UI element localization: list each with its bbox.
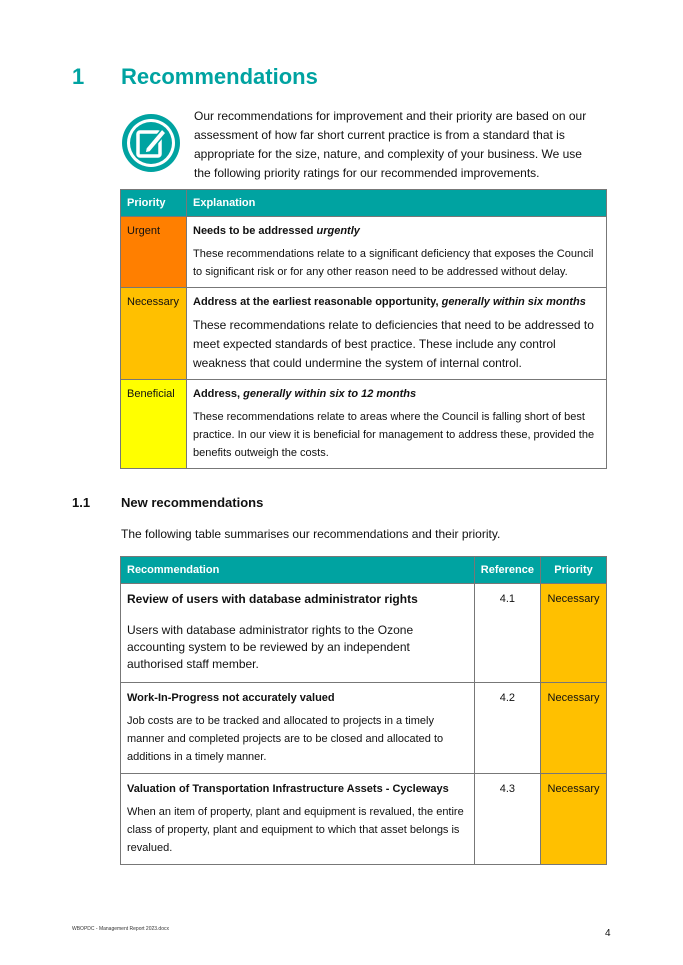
reference-cell: 4.1 bbox=[474, 584, 540, 683]
heading-number: 1 bbox=[72, 64, 85, 89]
row-text: Job costs are to be tracked and allocated to projects in a timely manner and completed projects are to be closed and allocated to additions in a timely manner. bbox=[127, 715, 444, 763]
priority-header: Priority bbox=[541, 557, 607, 584]
priority-cell-necessary: Necessary bbox=[541, 584, 607, 683]
row-title: Needs to be addressed urgently bbox=[193, 225, 360, 237]
row-title: Work-In-Progress not accurately valued bbox=[127, 692, 335, 704]
row-text: When an item of property, plant and equipment is revalued, the entire class of property, plant and equipment to which that asset belongs is revalued. bbox=[127, 806, 464, 854]
explanation-header: Explanation bbox=[187, 190, 607, 217]
row-title: Valuation of Transportation Infrastructure Assets - Cycleways bbox=[127, 783, 449, 795]
recommendation-cell bbox=[121, 774, 475, 865]
table-row bbox=[121, 584, 607, 683]
intro-paragraph: Our recommendations for improvement and their priority are based on our assessment of how far short current practice is from a standard that is appropriate for the size, nature, and complexity of your business. We use the following priority ratings for our recommended improvements. bbox=[194, 109, 587, 180]
row-text: These recommendations relate to areas where the Council is falling short of best practice. In our view it is beneficial for management to address these, provided the benefits outweigh the costs. bbox=[193, 411, 595, 459]
recommendation-cell bbox=[121, 683, 475, 774]
explanation-cell bbox=[187, 288, 607, 380]
table-row bbox=[121, 380, 607, 469]
priority-cell-urgent: Urgent bbox=[121, 217, 187, 288]
row-title: Address, generally within six to 12 months bbox=[193, 388, 417, 400]
explanation-cell bbox=[187, 217, 607, 288]
priority-cell-necessary: Necessary bbox=[121, 288, 187, 380]
row-title: Review of users with database administrator rights bbox=[127, 592, 418, 606]
row-text: Users with database administrator rights to the Ozone accounting system to be reviewed by an independent authorised staff member. bbox=[127, 623, 414, 671]
priority-table bbox=[120, 189, 607, 469]
table-row bbox=[121, 217, 607, 288]
subsection-number: 1.1 bbox=[72, 495, 91, 510]
reference-cell: 4.2 bbox=[474, 683, 540, 774]
recommendation-cell bbox=[121, 584, 475, 683]
table-row bbox=[121, 288, 607, 380]
priority-cell-beneficial: Beneficial bbox=[121, 380, 187, 469]
table-row bbox=[121, 774, 607, 865]
priority-cell-necessary: Necessary bbox=[541, 774, 607, 865]
recommendations-table bbox=[120, 556, 607, 865]
recommendation-header: Recommendation bbox=[121, 557, 475, 584]
reference-header: Reference bbox=[474, 557, 540, 584]
explanation-cell bbox=[187, 380, 607, 469]
page-number: 4 bbox=[605, 928, 611, 939]
table-row bbox=[121, 683, 607, 774]
row-text: These recommendations relate to a significant deficiency that exposes the Council to significant risk or for any other reason need to be addressed without delay. bbox=[193, 248, 594, 278]
priority-cell-necessary: Necessary bbox=[541, 683, 607, 774]
subsection-title: New recommendations bbox=[121, 495, 264, 510]
subsection-intro: The following table summarises our recommendations and their priority. bbox=[121, 527, 501, 541]
footer-filename: WBOPDC - Management Report 2023.docx bbox=[72, 926, 169, 932]
row-text: These recommendations relate to deficiencies that need to be addressed to meet expected standards of best practice. These include any control weakness that could undermine the system of internal control. bbox=[193, 318, 594, 370]
row-title: Address at the earliest reasonable opportunity, generally within six months bbox=[193, 296, 586, 308]
priority-header: Priority bbox=[121, 190, 187, 217]
edit-document-icon bbox=[120, 112, 182, 174]
reference-cell: 4.3 bbox=[474, 774, 540, 865]
heading-title: Recommendations bbox=[121, 64, 318, 89]
